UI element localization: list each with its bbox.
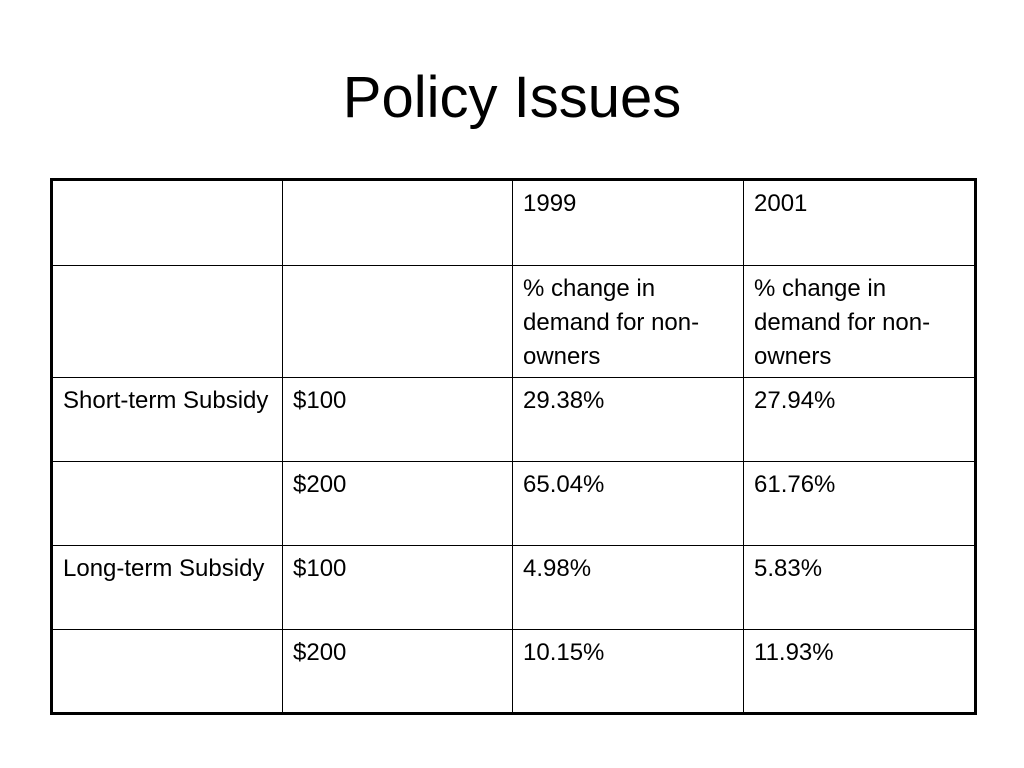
value-cell: 11.93% <box>744 630 976 714</box>
policy-table <box>50 178 977 715</box>
header-row-measure <box>52 266 976 378</box>
table-row <box>52 462 976 546</box>
value-cell: 5.83% <box>744 546 976 630</box>
amount-cell: $200 <box>283 630 513 714</box>
table-cell <box>52 266 283 378</box>
subsidy-type-cell: Short-term Subsidy <box>52 378 283 462</box>
table-cell <box>283 266 513 378</box>
value-cell: 10.15% <box>513 630 744 714</box>
table-row <box>52 378 976 462</box>
value-cell: 61.76% <box>744 462 976 546</box>
subsidy-type-cell <box>52 462 283 546</box>
table-row <box>52 630 976 714</box>
measure-header-cell: % change in demand for non-owners <box>513 266 744 378</box>
amount-cell: $100 <box>283 378 513 462</box>
table-cell <box>52 180 283 266</box>
value-cell: 4.98% <box>513 546 744 630</box>
header-row-years <box>52 180 976 266</box>
subsidy-type-cell <box>52 630 283 714</box>
table-row <box>52 546 976 630</box>
value-cell: 27.94% <box>744 378 976 462</box>
amount-cell: $200 <box>283 462 513 546</box>
value-cell: 65.04% <box>513 462 744 546</box>
subsidy-type-cell: Long-term Subsidy <box>52 546 283 630</box>
year-header-cell: 1999 <box>513 180 744 266</box>
amount-cell: $100 <box>283 546 513 630</box>
slide-title: Policy Issues <box>342 65 682 130</box>
value-cell: 29.38% <box>513 378 744 462</box>
measure-header-cell: % change in demand for non-owners <box>744 266 976 378</box>
year-header-cell: 2001 <box>744 180 976 266</box>
table-cell <box>283 180 513 266</box>
